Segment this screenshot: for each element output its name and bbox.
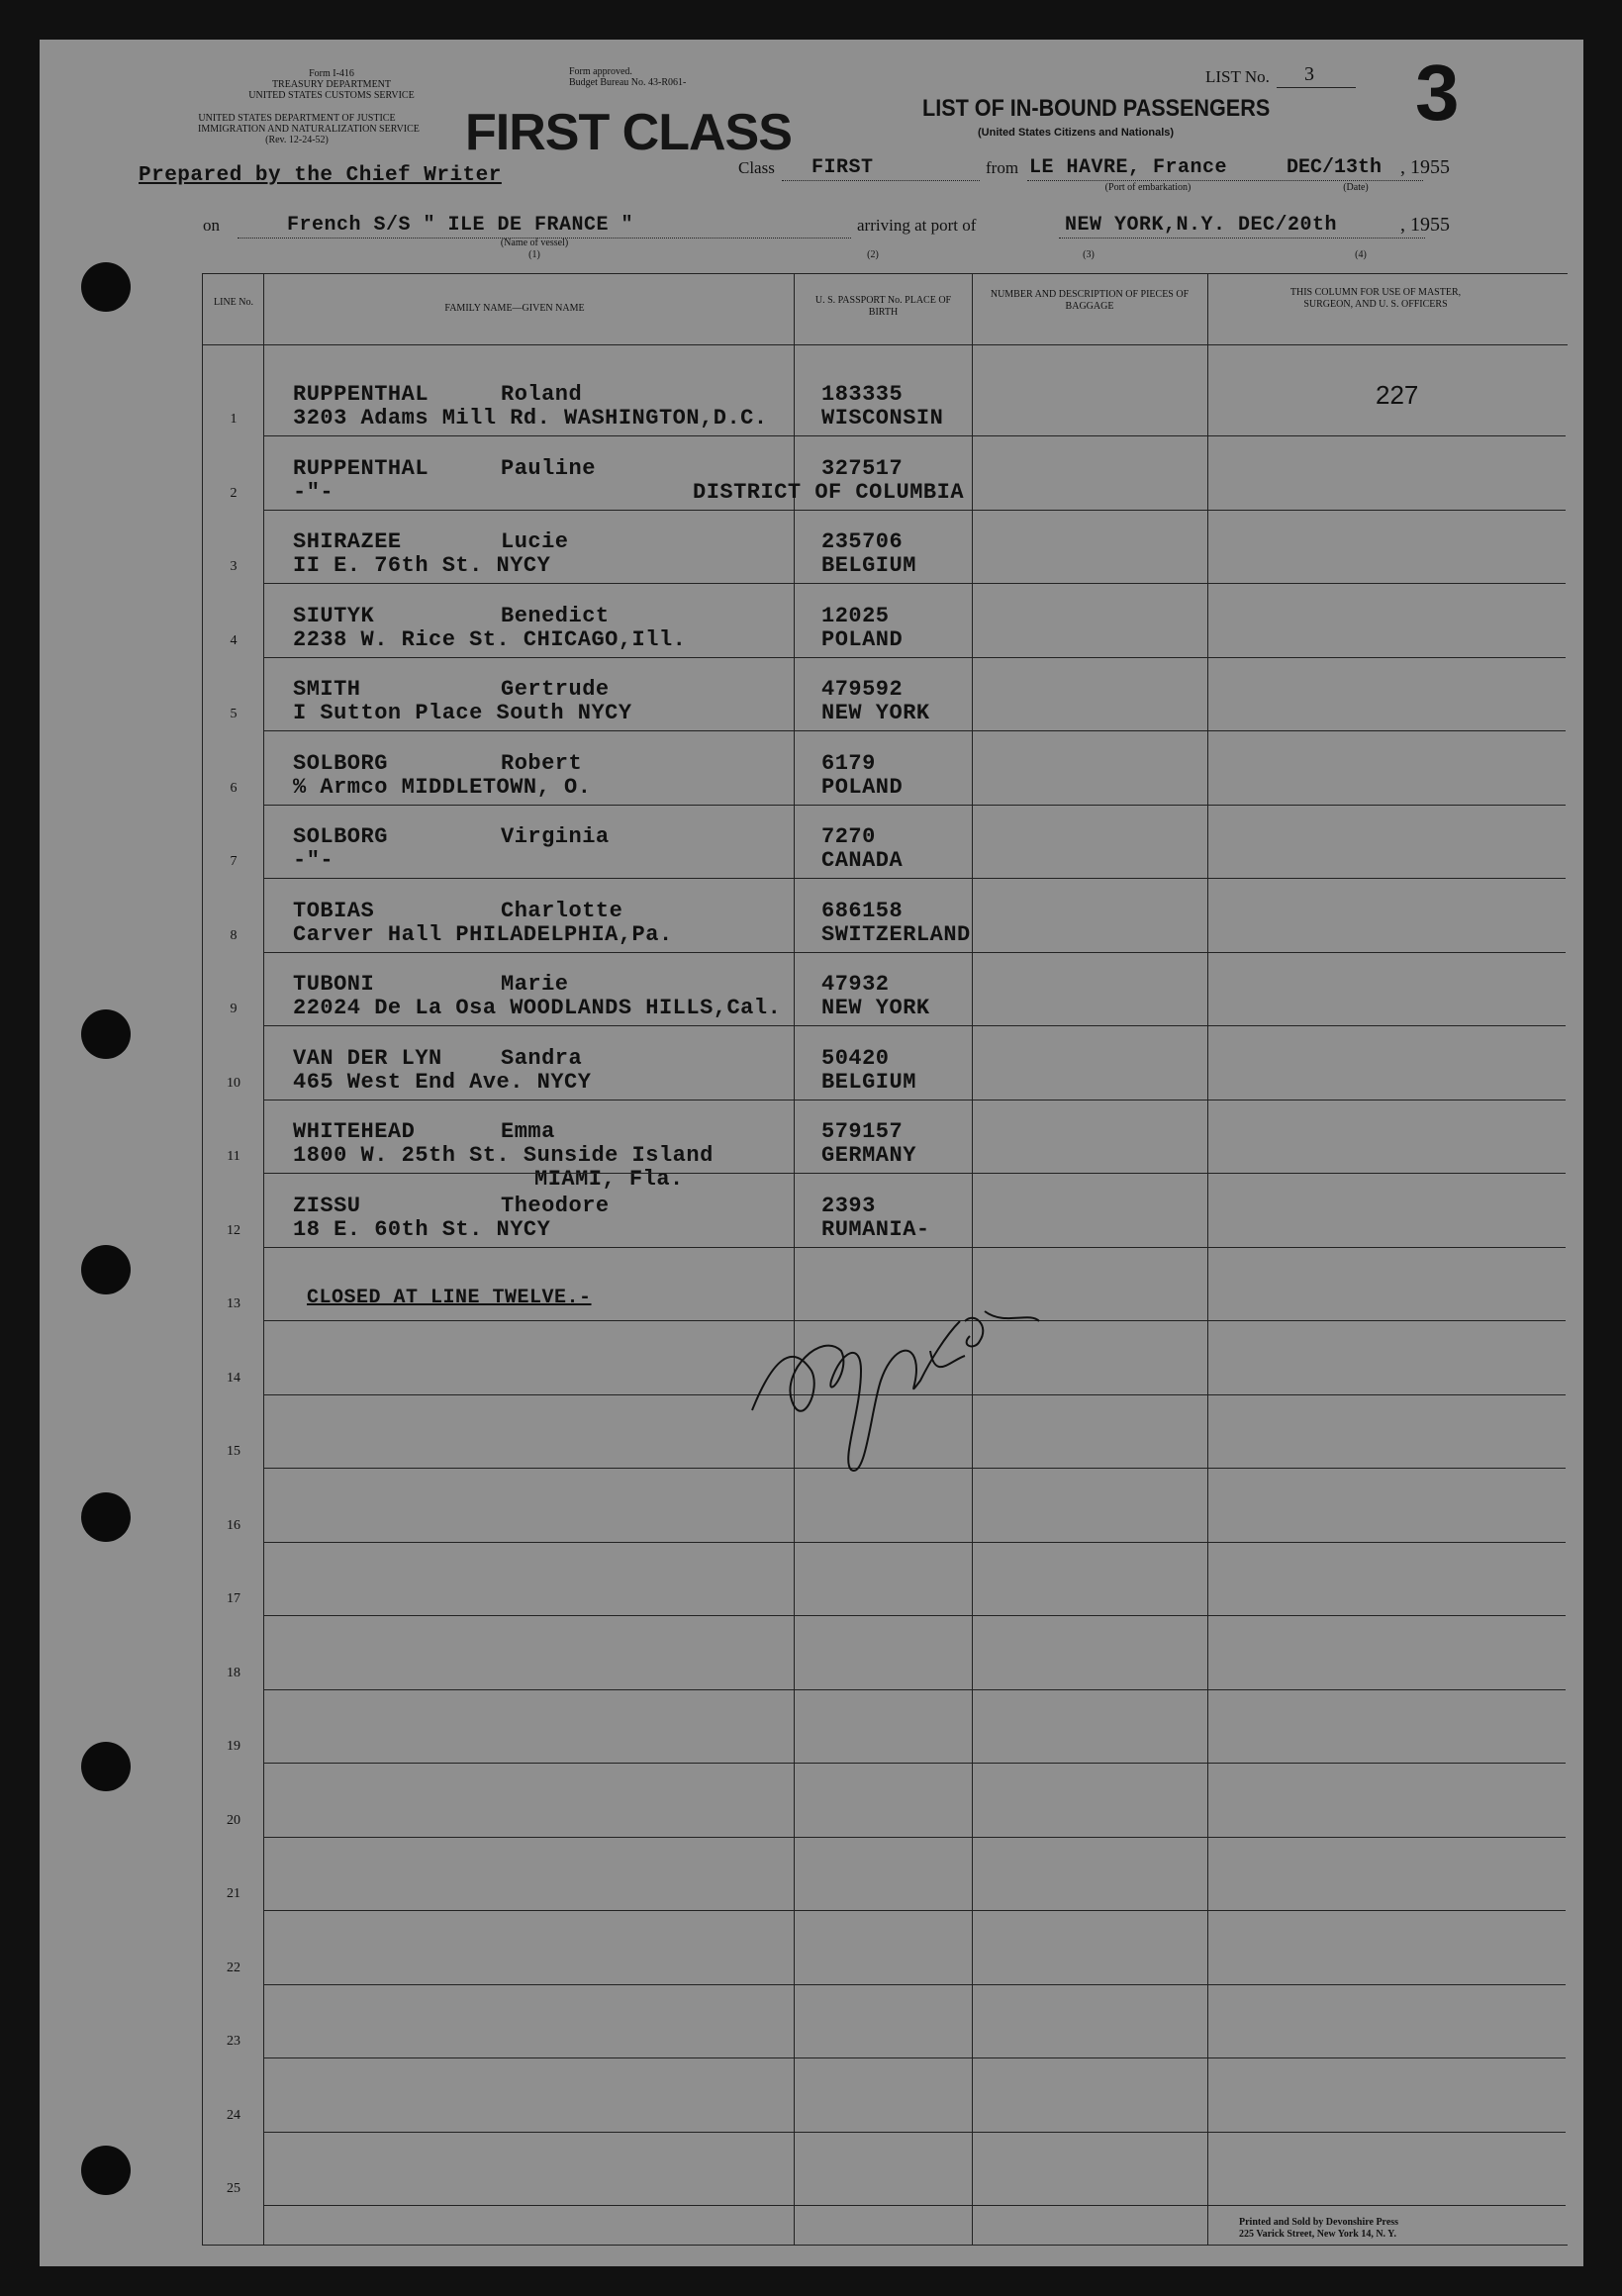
list-no-underline <box>1277 87 1356 88</box>
row-rule <box>263 1984 1566 1985</box>
line-number: 4 <box>230 632 238 648</box>
passport-number: 12025 <box>821 603 890 628</box>
col-header-name: FAMILY NAME—GIVEN NAME <box>444 303 585 314</box>
vessel-name: French S/S " ILE DE FRANCE " <box>287 214 634 237</box>
line-number: 11 <box>227 1149 240 1164</box>
address: 465 West End Ave. NYCY <box>293 1069 592 1095</box>
given-name: Benedict <box>501 603 610 628</box>
closed-note: CLOSED AT LINE TWELVE.- <box>307 1287 592 1309</box>
address: % Armco MIDDLETOWN, O. <box>293 774 592 800</box>
row-rule <box>263 2132 1566 2133</box>
address: 1800 W. 25th St. Sunside Island <box>293 1143 714 1168</box>
form-number: Form I-416 <box>309 68 354 79</box>
family-name: SOLBORG <box>293 750 388 776</box>
date-value: DEC/13th <box>1287 156 1383 179</box>
family-name: RUPPENTHAL <box>293 455 429 481</box>
list-no-label: LIST No. <box>1205 67 1270 86</box>
from-label: from <box>986 158 1019 177</box>
place-of-birth: NEW YORK <box>821 701 930 725</box>
passport-number: 50420 <box>821 1045 890 1071</box>
address: -"- <box>293 479 334 505</box>
family-name: SMITH <box>293 677 361 702</box>
family-name: ZISSU <box>293 1193 361 1218</box>
binder-hole <box>81 1742 131 1791</box>
justice-dept: UNITED STATES DEPARTMENT OF JUSTICE <box>198 113 396 124</box>
line-number: 16 <box>227 1517 240 1533</box>
customs-service: UNITED STATES CUSTOMS SERVICE <box>248 90 415 101</box>
given-name: Virginia <box>501 824 610 849</box>
line-number: 15 <box>227 1444 240 1459</box>
row-rule <box>263 878 1566 879</box>
family-name: TUBONI <box>293 972 375 997</box>
address: Carver Hall PHILADELPHIA,Pa. <box>293 921 673 947</box>
table-left-border <box>202 273 203 2245</box>
handwritten-signature <box>732 1242 1059 1499</box>
family-name: VAN DER LYN <box>293 1045 442 1071</box>
address: 18 E. 60th St. NYCY <box>293 1216 551 1242</box>
passport-number: 327517 <box>821 455 904 481</box>
line-number: 25 <box>227 2181 240 2196</box>
passport-number: 479592 <box>821 677 904 702</box>
passport-number: 7270 <box>821 824 876 849</box>
from-value: LE HAVRE, France <box>1029 156 1228 179</box>
arriving-label: arriving at port of <box>857 216 977 235</box>
printer-line-1: Printed and Sold by Devonshire Press <box>1239 2217 1399 2228</box>
class-underline <box>782 180 980 181</box>
year-1: , 1955 <box>1400 156 1450 178</box>
family-name: SOLBORG <box>293 824 388 849</box>
binder-hole <box>81 1492 131 1542</box>
prepared-by: Prepared by the Chief Writer <box>139 164 502 187</box>
place-of-birth: BELGIUM <box>821 553 916 578</box>
line-number: 2 <box>230 485 238 501</box>
line-number: 6 <box>230 780 238 796</box>
caption-4: (4) <box>1355 249 1367 260</box>
binder-hole <box>81 1009 131 1059</box>
line-number: 23 <box>227 2034 240 2049</box>
line-number: 10 <box>227 1075 240 1091</box>
given-name: Sandra <box>501 1045 583 1071</box>
address: 2238 W. Rice St. CHICAGO,Ill. <box>293 626 687 652</box>
binder-hole <box>81 1245 131 1294</box>
caption-1: (1) <box>528 249 540 260</box>
family-name: SHIRAZEE <box>293 529 402 554</box>
row-rule <box>263 952 1566 953</box>
row-rule <box>263 730 1566 731</box>
place-of-birth: GERMANY <box>821 1143 916 1168</box>
place-of-birth: SWITZERLAND <box>821 921 971 947</box>
place-of-birth: NEW YORK <box>821 996 930 1020</box>
row-rule <box>263 583 1566 584</box>
arrival-value: NEW YORK,N.Y. DEC/20th <box>1065 214 1338 237</box>
place-of-birth: WISCONSIN <box>821 406 944 430</box>
table-bottom-border <box>202 2245 1568 2246</box>
row-rule <box>263 510 1566 511</box>
form-approved: Form approved. <box>569 66 632 77</box>
caption-3: (3) <box>1083 249 1095 260</box>
col-divider-line <box>263 273 264 2245</box>
passport-number: 6179 <box>821 750 876 776</box>
row-rule <box>263 1763 1566 1764</box>
place-of-birth: CANADA <box>821 848 904 873</box>
line-number: 17 <box>227 1591 240 1606</box>
row-rule <box>263 2057 1566 2058</box>
line-number: 12 <box>227 1222 240 1238</box>
address: I Sutton Place South NYCY <box>293 701 632 725</box>
line-number: 21 <box>227 1886 240 1901</box>
row-rule <box>263 657 1566 658</box>
big-list-number: 3 <box>1415 48 1460 137</box>
passport-number: 47932 <box>821 972 890 997</box>
given-name: Charlotte <box>501 898 623 923</box>
line-number: 9 <box>230 1002 238 1016</box>
address: -"- <box>293 848 334 873</box>
col-header-baggage: NUMBER AND DESCRIPTION OF PIECES OF BAGGAGE <box>990 289 1190 312</box>
family-name: TOBIAS <box>293 898 375 923</box>
budget-bureau: Budget Bureau No. 43-R061- <box>569 77 687 88</box>
binder-hole <box>81 2146 131 2195</box>
binder-hole <box>81 262 131 312</box>
line-number: 7 <box>230 854 238 869</box>
place-of-birth: POLAND <box>821 774 904 800</box>
line-number: 20 <box>227 1812 240 1828</box>
address: II E. 76th St. NYCY <box>293 553 551 578</box>
line-number: 8 <box>230 927 238 943</box>
year-2: , 1955 <box>1400 214 1450 236</box>
list-subtitle: (United States Citizens and Nationals) <box>978 127 1175 139</box>
list-no-value: 3 <box>1304 63 1314 85</box>
given-name: Theodore <box>501 1193 610 1218</box>
row-rule <box>263 1025 1566 1026</box>
first-class-stamp: FIRST CLASS <box>465 104 792 161</box>
date-caption: (Date) <box>1343 182 1369 193</box>
printer-line-2: 225 Varick Street, New York 14, N. Y. <box>1239 2229 1396 2240</box>
row-rule <box>263 2205 1566 2206</box>
row-rule <box>263 805 1566 806</box>
vessel-caption: (Name of vessel) <box>500 238 569 248</box>
given-name: Marie <box>501 972 569 997</box>
given-name: Gertrude <box>501 677 610 702</box>
revision: (Rev. 12-24-52) <box>265 135 329 145</box>
on-label: on <box>203 216 220 235</box>
row-rule <box>263 1910 1566 1911</box>
row-rule <box>263 1615 1566 1616</box>
family-name: SIUTYK <box>293 603 375 628</box>
port-caption: (Port of embarkation) <box>1104 182 1192 193</box>
line-number: 24 <box>227 2107 240 2123</box>
col-header-officers: THIS COLUMN FOR USE OF MASTER, SURGEON, AND U. S. OFFICERS <box>1289 287 1462 310</box>
row-rule <box>263 435 1566 436</box>
given-name: Robert <box>501 750 583 776</box>
passport-number: 2393 <box>821 1193 876 1218</box>
manifest-page <box>40 40 1583 2266</box>
col-header-passport: U. S. PASSPORT No. PLACE OF BIRTH <box>814 295 952 318</box>
line-number: 19 <box>227 1739 240 1754</box>
row-rule <box>263 1542 1566 1543</box>
line-number: 3 <box>230 559 238 574</box>
place-of-birth: DISTRICT OF COLUMBIA <box>693 479 965 505</box>
caption-2: (2) <box>867 249 879 260</box>
given-name: Emma <box>501 1119 555 1144</box>
passport-number: 579157 <box>821 1119 904 1144</box>
passport-number: 183335 <box>821 382 904 407</box>
place-of-birth: POLAND <box>821 626 904 652</box>
place-of-birth: RUMANIA- <box>821 1216 930 1242</box>
given-name: Roland <box>501 382 583 407</box>
address: 3203 Adams Mill Rd. WASHINGTON,D.C. <box>293 406 768 430</box>
from-underline <box>1027 180 1423 181</box>
table-top-border <box>202 273 1568 274</box>
family-name: WHITEHEAD <box>293 1119 416 1144</box>
line-number: 14 <box>227 1370 240 1386</box>
class-label: Class <box>738 158 775 177</box>
line-number: 13 <box>227 1296 240 1311</box>
col-divider-baggage <box>1207 273 1208 2245</box>
col-header-line-no: LINE No. <box>214 297 253 308</box>
list-title: LIST OF IN-BOUND PASSENGERS <box>922 95 1271 122</box>
header-bottom-border <box>202 344 1568 345</box>
treasury-dept: TREASURY DEPARTMENT <box>271 79 392 90</box>
line-number: 18 <box>227 1665 240 1680</box>
ins-service: IMMIGRATION AND NATURALIZATION SERVICE <box>198 124 420 135</box>
row-rule <box>263 1689 1566 1690</box>
family-name: RUPPENTHAL <box>293 382 429 407</box>
given-name: Lucie <box>501 529 569 554</box>
officer-note: 227 <box>1376 380 1419 410</box>
line-number: 5 <box>230 707 238 721</box>
place-of-birth: BELGIUM <box>821 1069 916 1095</box>
row-rule <box>263 1173 1566 1174</box>
line-number: 1 <box>230 412 238 427</box>
class-value: FIRST <box>811 156 874 179</box>
passport-number: 686158 <box>821 898 904 923</box>
passport-number: 235706 <box>821 529 904 554</box>
line-number: 22 <box>227 1960 240 1975</box>
row-rule <box>263 1837 1566 1838</box>
given-name: Pauline <box>501 455 596 481</box>
address-line-2: MIAMI, Fla. <box>534 1167 684 1192</box>
address: 22024 De La Osa WOODLANDS HILLS,Cal. <box>293 996 782 1020</box>
arrival-underline <box>1059 238 1425 239</box>
